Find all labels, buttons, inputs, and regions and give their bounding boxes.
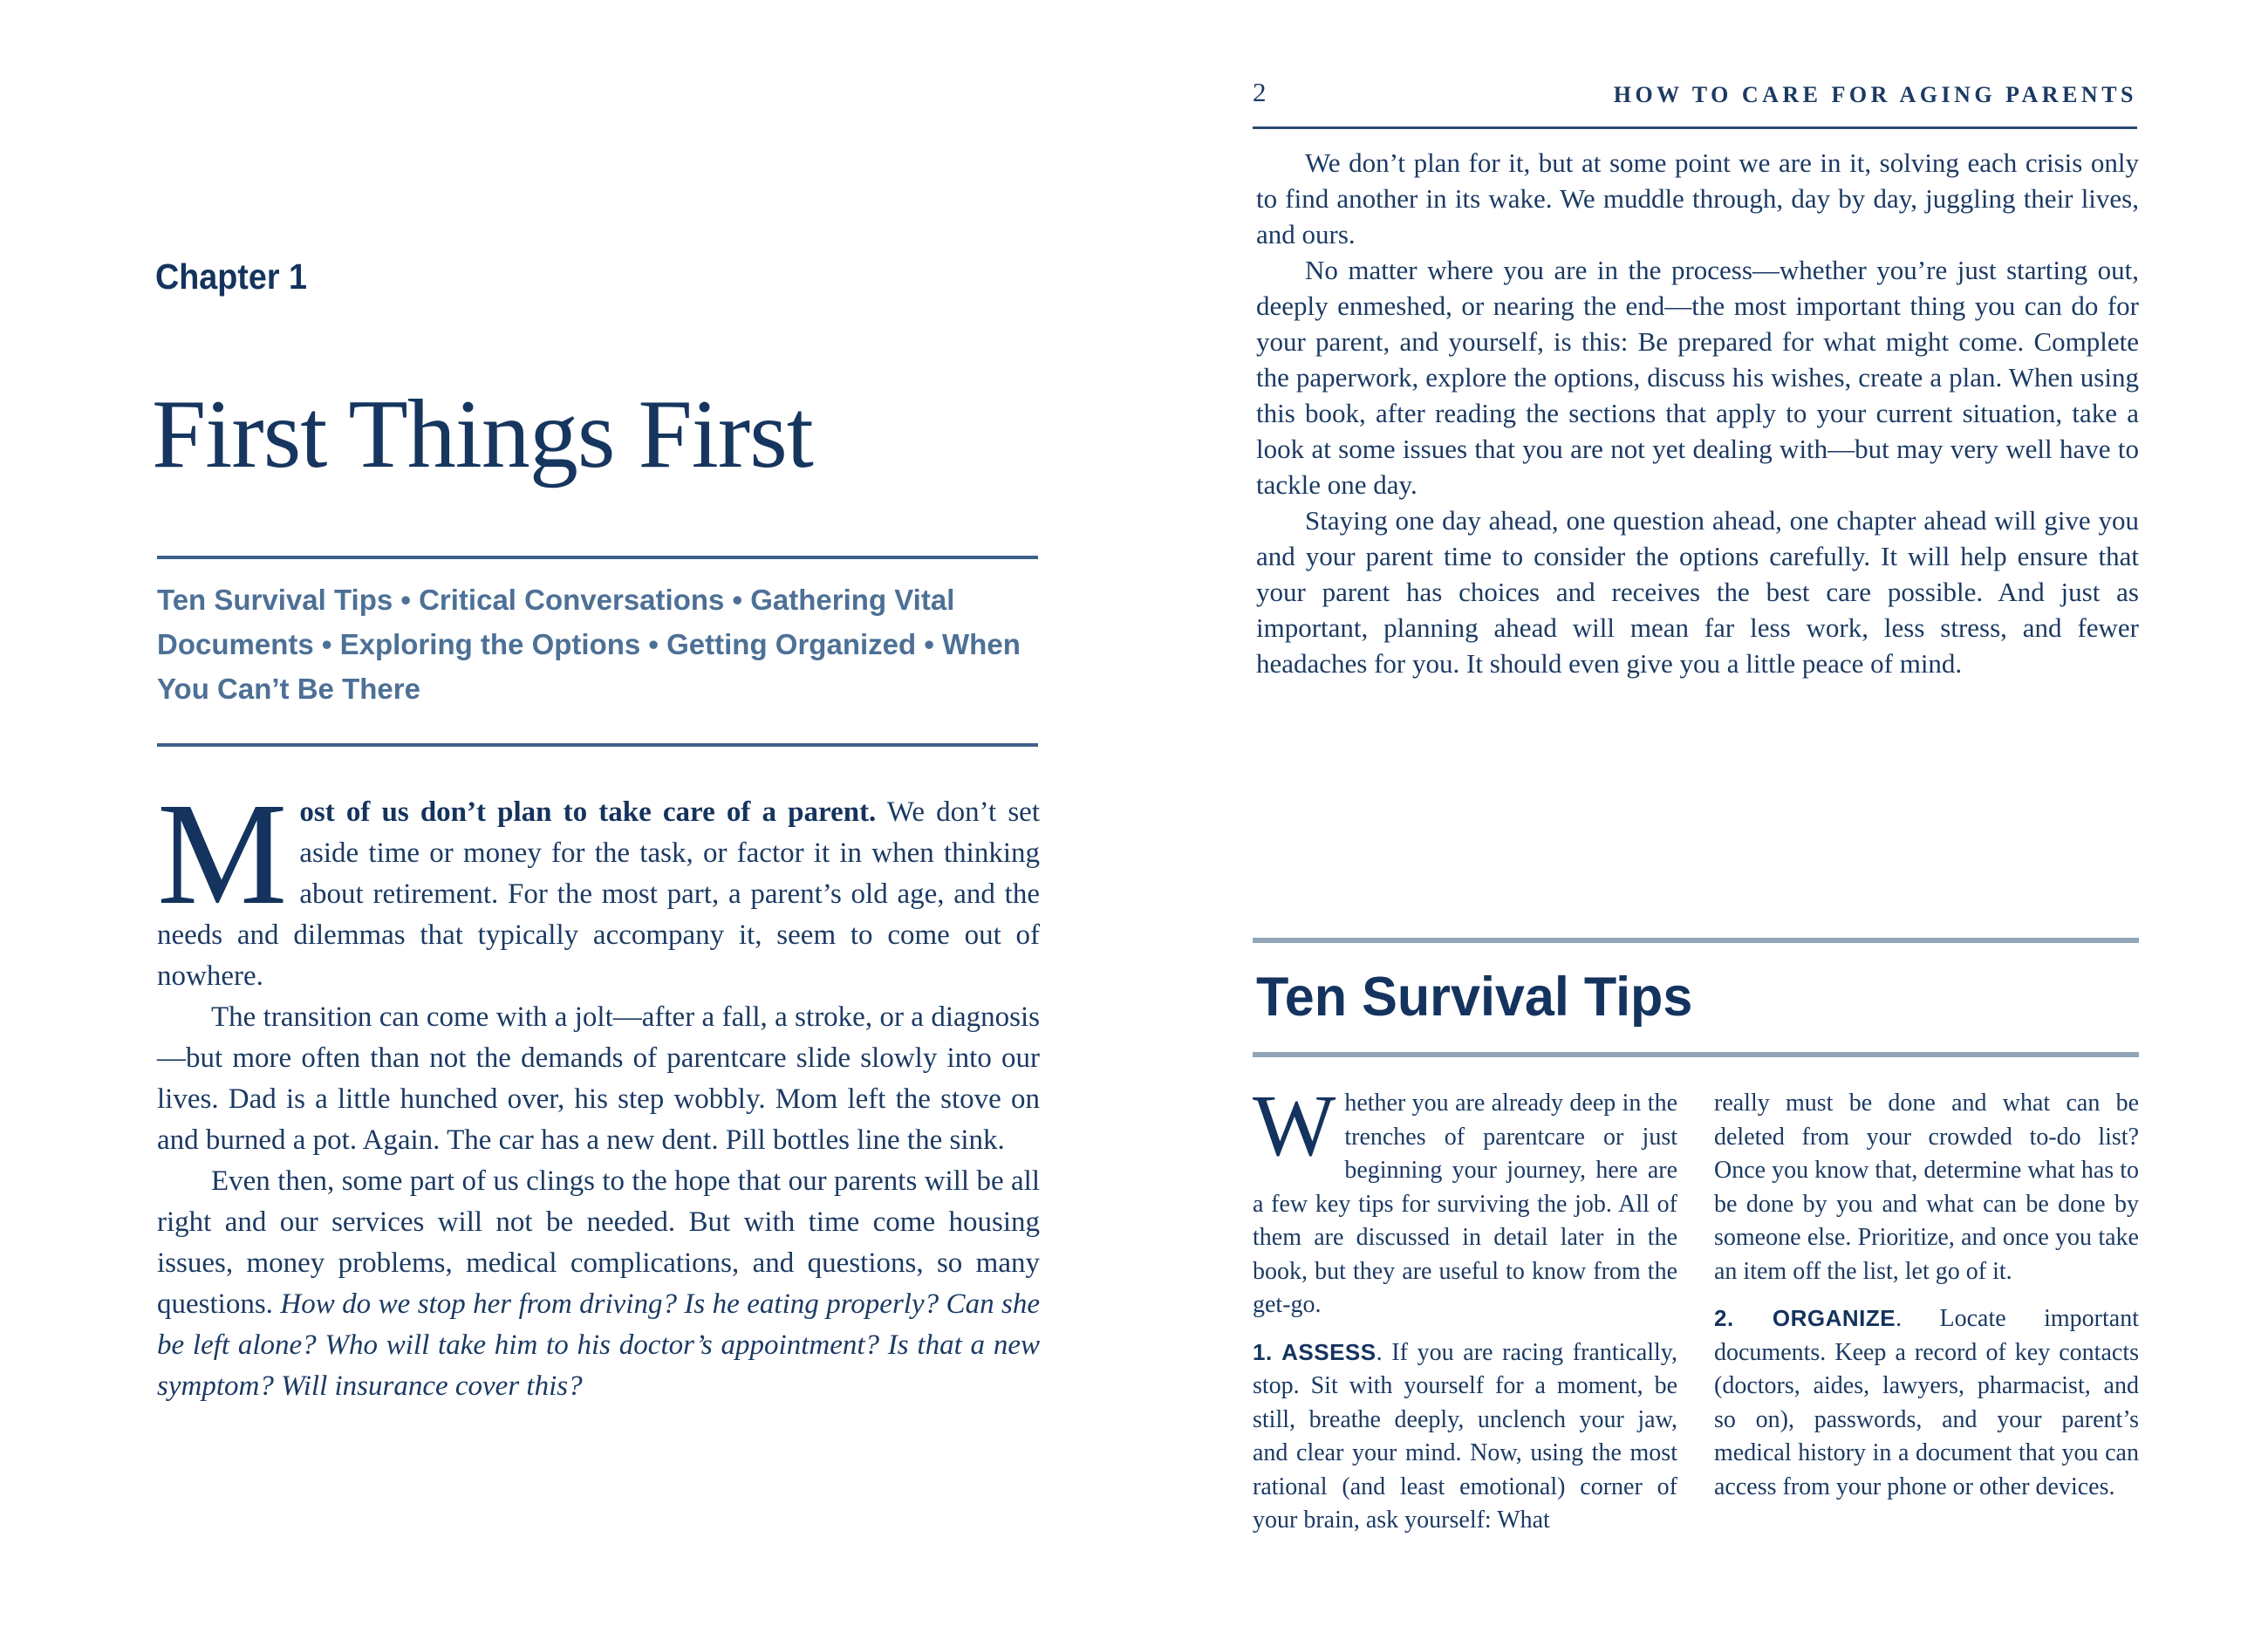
ten-survival-tips-section	[1253, 938, 2139, 1538]
questions-regular: Even then, some part of us clings to the hope that our parents will be all right and our services will not be needed. But with time come housing issues, money problems, medical complications, and questions, so many questions.	[157, 1165, 1040, 1320]
tip-1-text: . If you are racing frantically, stop. Sit with yourself for a moment, be still, breathe deeply, unclench your jaw, and clear your mind. Now, using the most rational (and least emotional) corner of your brain, ask yourself: What	[1253, 1338, 1677, 1534]
topics-divider-rule	[157, 743, 1038, 747]
paragraph-transition: The transition can come with a jolt—after a fall, a stroke, or a diagnosis—but more often than not the demands of parentcare slide slowly into our lives. Dad is a little hunched over, his step wobbly. Mom left the stove on and burned a pot. Again. The car has a new dent. Pill bottles line the sink.	[157, 1001, 1040, 1156]
tip-2-label: 2. ORGANIZE	[1714, 1305, 1896, 1331]
tip-2-text: . Locate important documents. Keep a record of key contacts (doctors, aides, lawyers, pharmacist, and so on), passwords, and your parent’s medical history in a document that you can access from your phone or other devices.	[1714, 1305, 2139, 1500]
opening-bold-lead: ost of us don’t plan to take care of a parent.	[299, 796, 877, 828]
questions-italic: How do we stop her from driving? Is he eating properly? Can she be left alone? Who will take him to his doctor’s appointment? Is that a new symptom? Will insurance cover this?	[157, 1288, 1040, 1402]
two-column-text	[1253, 1076, 2139, 1538]
tip-2-organize	[1714, 1302, 2139, 1504]
section-heading: Ten Survival Tips	[1256, 967, 1693, 1028]
running-title: HOW TO CARE FOR AGING PARENTS	[1613, 82, 2137, 107]
title-divider-rule	[157, 556, 1038, 559]
column-left	[1253, 1076, 1677, 1538]
paragraph-opening	[157, 773, 1041, 997]
tips-intro-paragraph	[1253, 1076, 1677, 1322]
section-rule-bottom	[1253, 1052, 2139, 1057]
dropcap-letter-m: M	[157, 773, 288, 935]
chapter-title: First Things First	[152, 380, 813, 489]
tip-1-assess	[1253, 1336, 1677, 1538]
tip-1-label: 1. ASSESS	[1253, 1338, 1377, 1365]
right-page-body	[1256, 145, 2139, 681]
dropcap-letter-w: W	[1253, 1076, 1336, 1174]
paragraph-questions	[157, 1161, 1040, 1407]
chapter-topics-list: Ten Survival Tips • Critical Conversations • Gathering Vital Documents • Exploring the Options • Getting Organized • When You Can’t Be There	[157, 584, 1021, 705]
tips-intro-rest: hether you are already deep in the trenches of parentcare or just beginning your journey, here are a few key tips for surviving the job. All of them are discussed in detail later in the book, but they are useful to know from the get-go.	[1253, 1090, 1677, 1318]
chapter-label: Chapter 1	[155, 256, 307, 297]
tip-1-continuation: really must be done and what can be deleted from your crowded to-do list? Once you know that, determine what has to be done by you and what can be done by someone else. Prioritize, and once you take an item off the list, let go of it.	[1714, 1090, 2139, 1285]
left-page-body	[157, 773, 1041, 1407]
paragraph-no-matter: No matter where you are in the process—whether you’re just starting out, deeply enmeshed, or nearing the end—the most important thing you can do for your parent, and yourself, is this: Be prepared for what might come. Complete the paperwork, explore the options, discuss his wishes, create a plan. When using this book, after reading the sections that apply to your current situation, take a look at some issues that you are not yet dealing with—but may very well have to tackle one day.	[1256, 255, 2139, 500]
column-right	[1714, 1087, 2139, 1538]
section-rule-top	[1253, 938, 2139, 943]
opening-rest: We don’t set aside time or money for the task, or factor it in when thinking about retirement. For the most part, a parent’s old age, and the needs and dilemmas that typically accompany it, seem to come out of nowhere.	[157, 796, 1041, 992]
paragraph-we-dont-plan: We don’t plan for it, but at some point we are in it, solving each crisis only to find another in its wake. We muddle through, day by day, juggling their lives, and ours.	[1256, 147, 2139, 249]
paragraph-staying-ahead: Staying one day ahead, one question ahead, one chapter ahead will give you and your parent time to consider the options carefully. It will help ensure that your parent has choices and receives the best care possible. And just as important, planning ahead will mean far less work, less stress, and fewer headaches for you. It should even give you a little peace of mind.	[1256, 505, 2139, 679]
header-rule	[1253, 126, 2137, 129]
page-number: 2	[1253, 77, 1267, 107]
